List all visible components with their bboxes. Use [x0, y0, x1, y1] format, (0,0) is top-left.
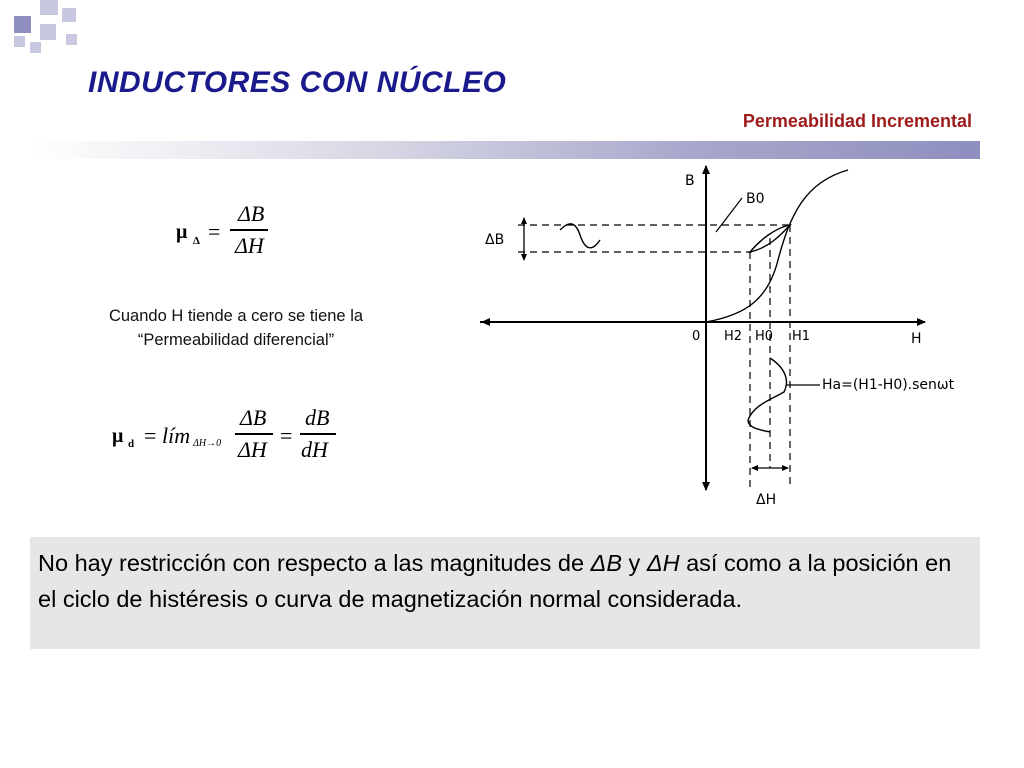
- slide-title: INDUCTORES CON NÚCLEO: [88, 66, 507, 99]
- info-text-part-2: y: [622, 550, 647, 576]
- limit-subscript: ΔH→0: [193, 438, 222, 449]
- note-line-1: Cuando H tiende a cero se tiene la: [108, 307, 364, 325]
- info-text: [38, 545, 973, 617]
- mu-symbol: μ: [176, 221, 188, 243]
- numerator-delta-b: ΔB: [238, 201, 265, 226]
- info-text-part-3: así como a la posición en el ciclo de histéresis o curva de magnetización normal considerada.: [38, 550, 952, 612]
- equals-sign: =: [208, 219, 221, 244]
- label-delta-h: ΔH: [756, 492, 777, 508]
- label-h0: H0: [755, 329, 774, 344]
- ha-sine: [748, 358, 786, 432]
- label-h1: H1: [792, 329, 811, 344]
- info-box: [30, 537, 980, 649]
- label-h: H: [911, 331, 922, 347]
- numerator-delta-b-2: ΔB: [240, 405, 267, 430]
- denominator-delta-h-2: ΔH: [238, 437, 267, 462]
- mu-d-subscript: d: [128, 438, 135, 450]
- delta-b-sine: [560, 224, 600, 248]
- limit-operator: lím: [162, 423, 191, 448]
- label-ha: Ha=(H1-H0).senωt: [822, 377, 955, 393]
- equals-sign-2: =: [280, 423, 293, 448]
- info-text-part-1: No hay restricción con respecto a las magnitudes de: [38, 550, 591, 576]
- label-delta-b: ΔB: [485, 232, 505, 248]
- mu-d-symbol: μ: [112, 425, 124, 447]
- magnetization-curve: [706, 170, 848, 322]
- info-delta-b: ΔB: [590, 550, 622, 576]
- label-b: B: [685, 173, 695, 189]
- label-origin: 0: [692, 329, 701, 344]
- denominator-delta-h: ΔH: [235, 233, 264, 258]
- numerator-db: dB: [305, 405, 330, 430]
- equals-sign-1: =: [144, 423, 157, 448]
- info-delta-h: ΔH: [646, 550, 680, 576]
- note-line-2: “Permeabilidad diferencial”: [137, 331, 335, 349]
- slide-subtitle: Permeabilidad Incremental: [742, 111, 972, 131]
- denominator-dh: dH: [301, 437, 328, 462]
- label-h2: H2: [724, 329, 743, 344]
- label-b0: B0: [746, 191, 765, 207]
- mu-subscript: Δ: [193, 235, 200, 247]
